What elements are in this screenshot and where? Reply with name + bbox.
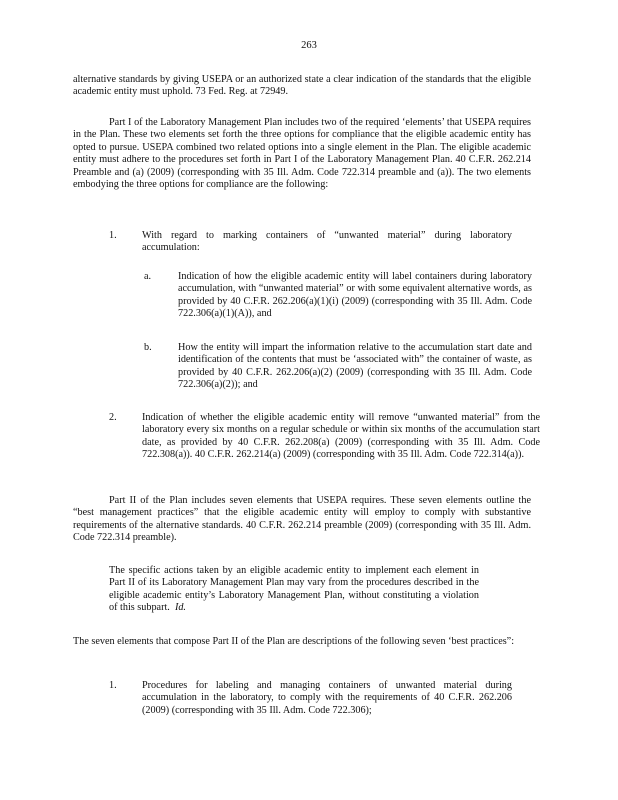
page-number: 263 — [301, 40, 317, 51]
sublist-item-b — [178, 342, 532, 392]
list-item-labeling — [142, 680, 512, 717]
paragraph-text: alternative standards by giving USEPA or an authorized state a clear indication of the standards that the eligible academic entity must uphold. 73 Fed. Reg. at 72949. — [73, 74, 531, 98]
paragraph-seven-elements — [73, 636, 539, 648]
sublist-label-b: b. — [144, 342, 152, 353]
list-number: 1. — [109, 680, 117, 691]
paragraph-part-one — [73, 117, 531, 191]
sublist-item-text: Indication of how the eligible academic entity will label containers during laboratory accumulation, with “unwanted material” or with some equivalent alternative words, as provided by 40 C.F.R. 262.206(a)(1)(i) (2009) (corresponding with 35 Ill. Adm. Code 722.306(a)(1)(A)), and — [178, 271, 532, 320]
paragraph-part-two — [73, 495, 531, 545]
block-quote — [109, 565, 479, 615]
sublist-label-a: a. — [144, 271, 152, 282]
list-item-removal — [142, 412, 540, 462]
list-item-marking — [142, 230, 512, 255]
list-number: 1. — [109, 230, 117, 241]
sublist-item-text: How the entity will impart the information relative to the accumulation start date and identification of the contents that must be ‘associated with” the container of waste, as provided by 40 C.F.R. 262.206(a)(2) (2009) (corresponding with 35 Ill. Adm. Code 722.306(a)(2)); and — [178, 342, 532, 391]
block-quote-text — [109, 565, 479, 615]
paragraph-text: Part I of the Laboratory Management Plan includes two of the required ‘elements’ that USEPA requires in the Plan. These two elements set forth the three options for compliance that the eligible academic entity has opted to pursue. USEPA combined two related options into a single element in the Plan. The eligible academic entity must adhere to the procedures set forth in Part I of the Laboratory Management Plan. 40 C.F.R. 262.214 Preamble and (a) (2009) (corresponding with 35 Ill. Adm. Code 722.314 preamble and (a)). The two elements embodying the three options for compliance are the following: — [73, 117, 531, 191]
list-item-text: Procedures for labeling and managing containers of unwanted material during accumulation in the laboratory, to comply with the requirements of 40 C.F.R. 262.206 (2009) (corresponding with 35 Ill. Adm. Code 722.306); — [142, 680, 512, 716]
list-item-text: With regard to marking containers of “unwanted material” during laboratory accumulation: — [142, 230, 512, 254]
paragraph-continuation — [73, 74, 531, 99]
quote-citation: Id. — [174, 602, 186, 614]
list-item-text: Indication of whether the eligible academic entity will remove “unwanted material” from the laboratory every six months on a regular schedule or within six months of the accumulation start date, as provided by 40 C.F.R. 262.208(a) (2009) (corresponding with 35 Ill. Adm. Code 722.308(a)). 40 C.F.R. 262.214(a) (2009) (corresponding with 35 Ill. Adm. Code 722.314(a)). — [142, 412, 540, 461]
quote-text: The specific actions taken by an eligible academic entity to implement each element in Part II of its Laboratory Management Plan may vary from the procedures described in the eligible academic entity’s Laboratory Management Plan, without constituting a violation of this subpart. — [109, 565, 479, 614]
paragraph-text: Part II of the Plan includes seven elements that USEPA requires. These seven elements outline the “best management practices” that the eligible academic entity will employ to comply with substantive requirements of the alternative standards. 40 C.F.R. 262.214 preamble (2009) (corresponding with 35 Ill. Adm. Code 722.314 preamble). — [73, 495, 531, 544]
list-number: 2. — [109, 412, 117, 423]
sublist-item-a — [178, 271, 532, 321]
paragraph-text: The seven elements that compose Part II of the Plan are descriptions of the following seven ‘best practices”: — [73, 636, 515, 647]
